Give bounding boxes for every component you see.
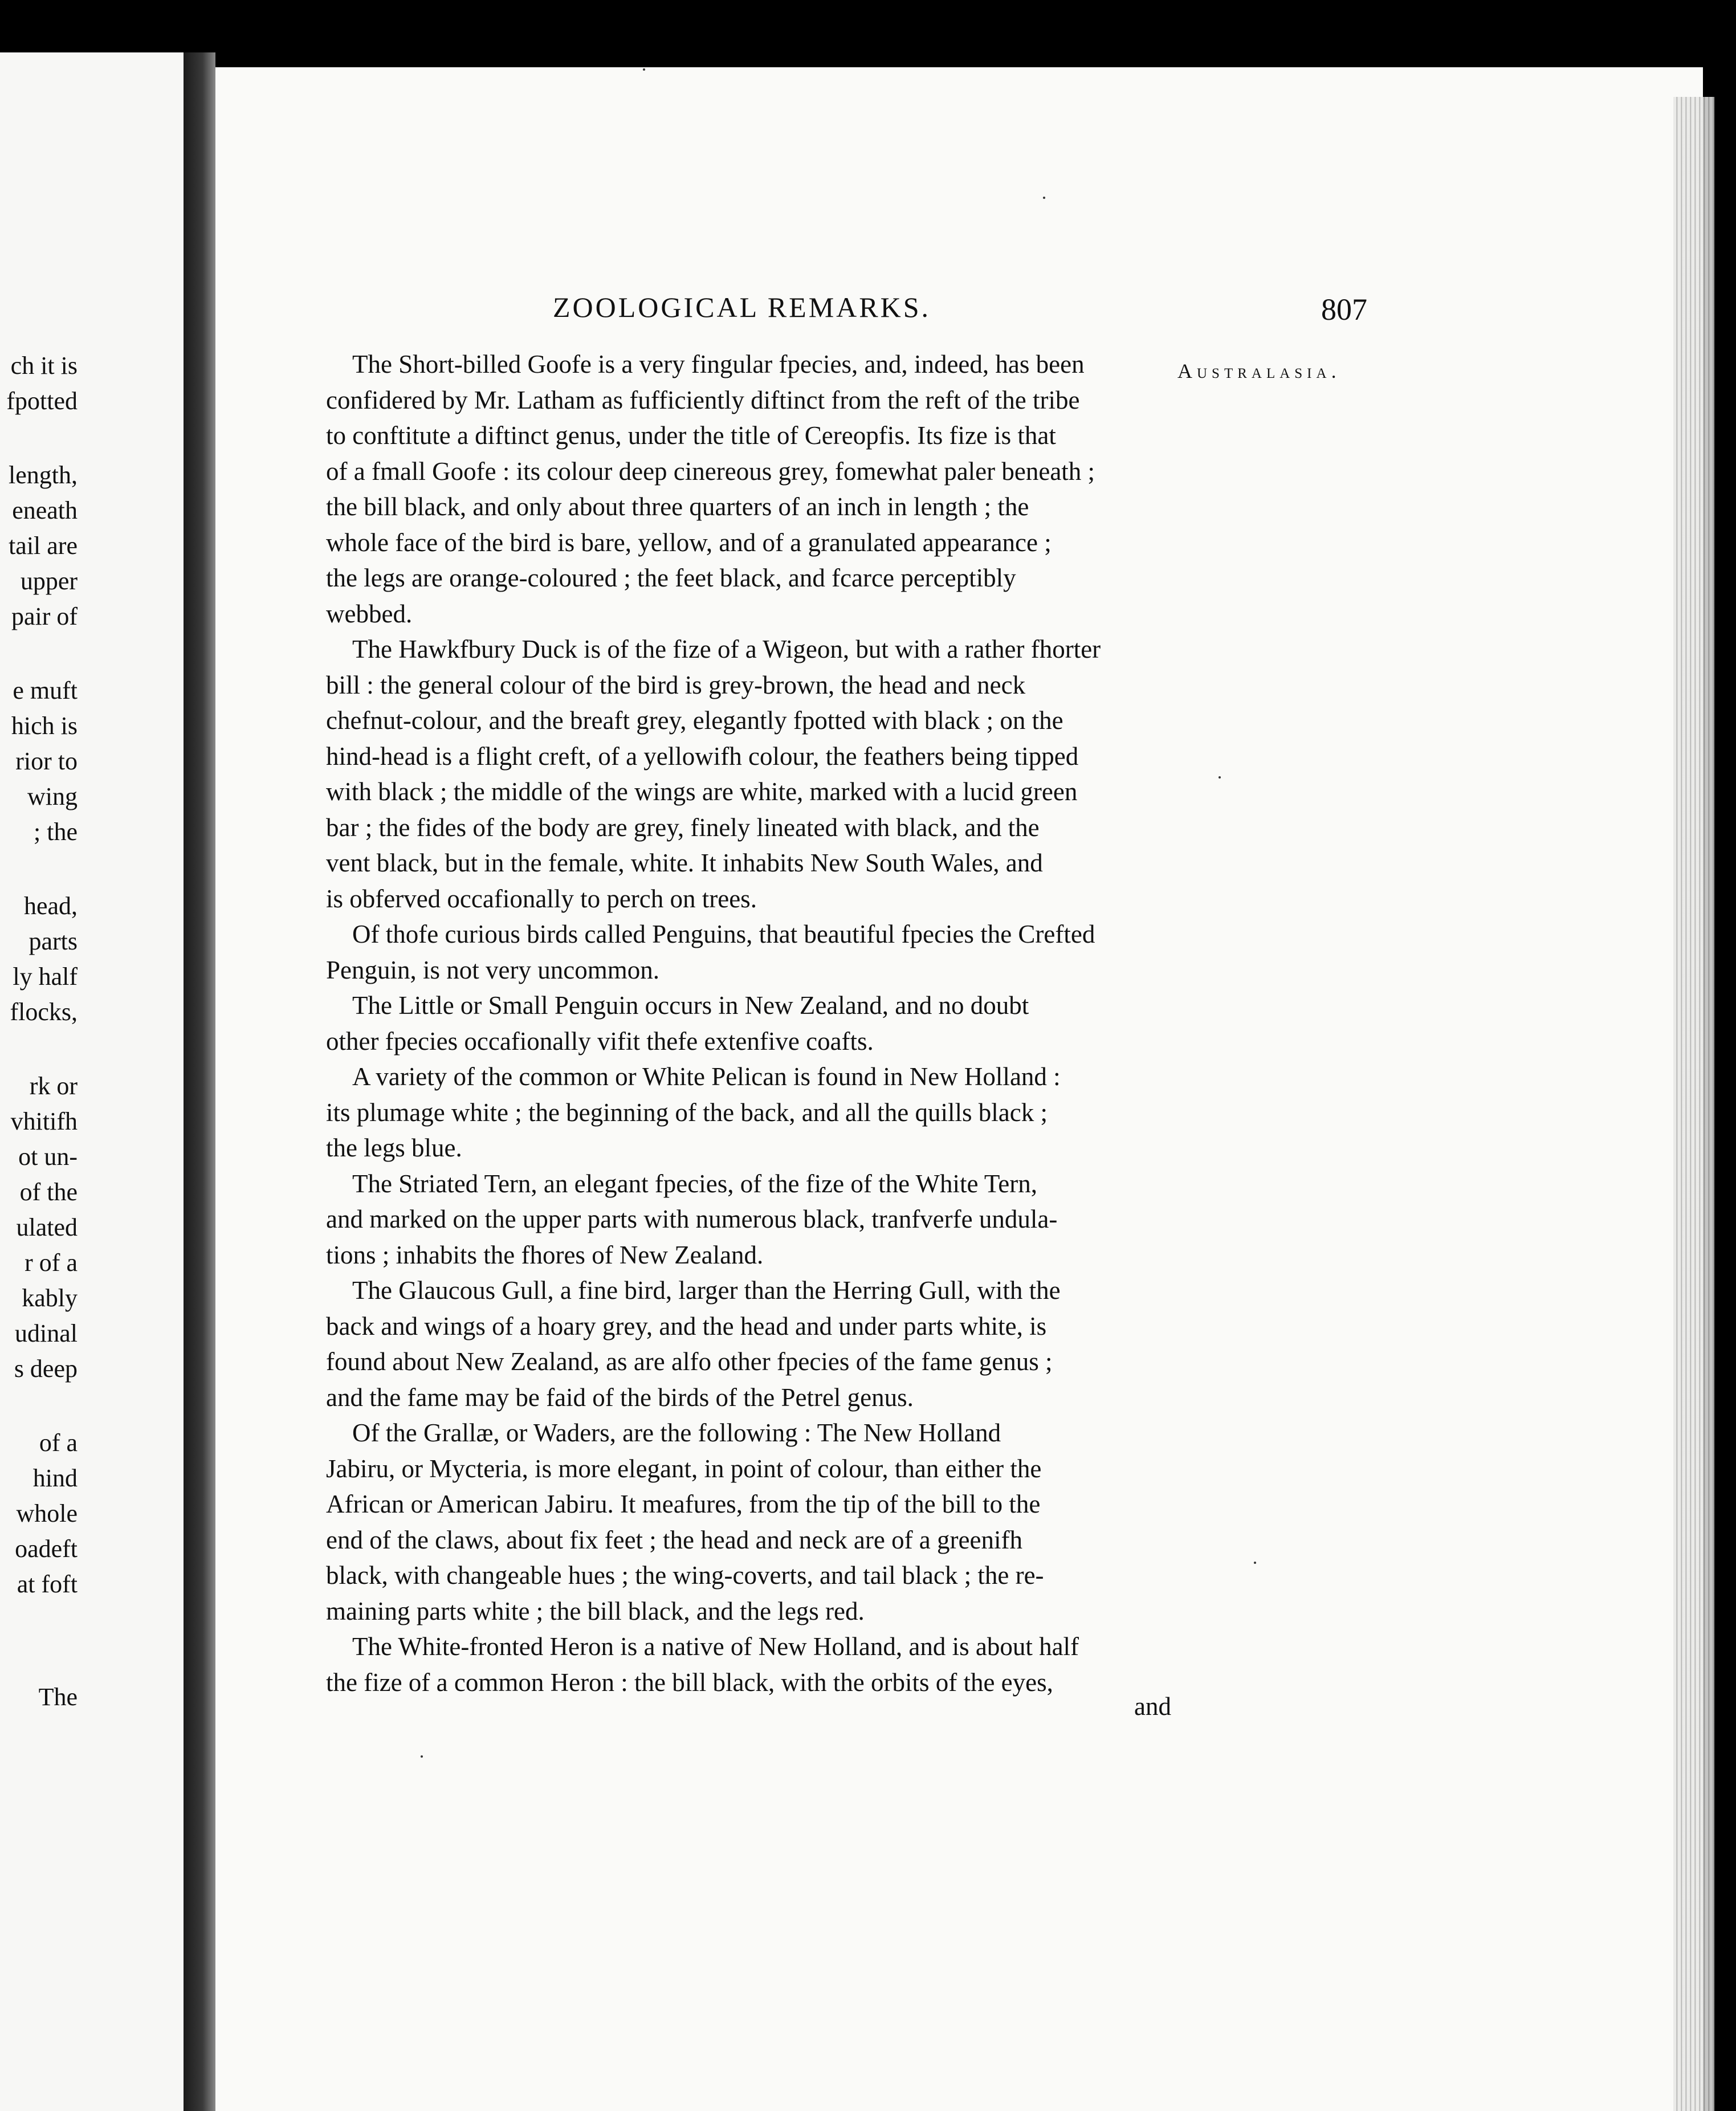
text-line: The Little or Small Penguin occurs in New Zealand, and no doubt — [352, 991, 1029, 1020]
text-line: found about New Zealand, as are alfo other fpecies of the fame genus ; — [326, 1347, 1053, 1376]
facing-page — [0, 52, 187, 2111]
paper-speck — [421, 1755, 423, 1758]
paragraph — [326, 1059, 1172, 1166]
facing-page-line: flocks, — [10, 998, 78, 1026]
running-head: ZOOLOGICAL REMARKS. — [553, 291, 931, 323]
facing-page-line: e muft — [13, 677, 78, 704]
facing-page-line: rior to — [15, 747, 78, 775]
facing-page-line: The — [38, 1683, 78, 1711]
text-line: with black ; the middle of the wings are white, marked with a lucid green — [326, 777, 1078, 806]
facing-page-line: length, — [9, 461, 78, 489]
text-line: vent black, but in the female, white. It inhabits New South Wales, and — [326, 849, 1043, 877]
text-line: The Glaucous Gull, a fine bird, larger than the Herring Gull, with the — [352, 1276, 1061, 1305]
text-line: Of thofe curious birds called Penguins, that beautiful fpecies the Crefted — [352, 920, 1095, 948]
text-line: The Hawkfbury Duck is of the fize of a Wigeon, but with a rather fhorter — [352, 635, 1101, 663]
text-line: confidered by Mr. Latham as fufficiently diftinct from the reft of the tribe — [326, 385, 1080, 414]
text-line: A variety of the common or White Pelican is found in New Holland : — [352, 1062, 1061, 1091]
facing-page-line: tail are — [9, 532, 78, 560]
text-line: the fize of a common Heron : the bill black, with the orbits of the eyes, — [326, 1668, 1053, 1697]
page-number: 807 — [1321, 292, 1367, 327]
facing-page-line: eneath — [12, 496, 78, 524]
catchword: and — [1134, 1692, 1171, 1721]
text-line: its plumage white ; the beginning of the back, and all the quills black ; — [326, 1098, 1048, 1127]
facing-page-text — [0, 52, 184, 2111]
text-line: tions ; inhabits the fhores of New Zealand. — [326, 1240, 764, 1269]
facing-page-line: ly half — [13, 963, 78, 991]
paragraph — [326, 347, 1172, 631]
facing-page-line: udinal — [15, 1319, 78, 1347]
text-line: the legs blue. — [326, 1134, 462, 1162]
facing-page-line: head, — [23, 892, 78, 920]
text-line: the bill black, and only about three quarters of an inch in length ; the — [326, 492, 1029, 521]
text-line: The White-fronted Heron is a native of New Holland, and is about half — [352, 1632, 1079, 1661]
text-line: chefnut-colour, and the breaft grey, elegantly fpotted with black ; on the — [326, 706, 1063, 735]
facing-page-line: parts — [28, 927, 78, 955]
facing-page-line: at foft — [17, 1570, 78, 1598]
text-line: Jabiru, or Mycteria, is more elegant, in point of colour, than either the — [326, 1454, 1042, 1483]
facing-page-line: of a — [39, 1429, 78, 1457]
text-line: Of the Grallæ, or Waders, are the following : The New Holland — [352, 1419, 1001, 1447]
paper-speck — [1043, 197, 1045, 199]
facing-page-line: upper — [20, 567, 78, 595]
text-line: of a fmall Goofe : its colour deep cinereous grey, fomewhat paler beneath ; — [326, 457, 1095, 486]
paragraph — [326, 631, 1172, 916]
facing-page-line: ulated — [16, 1213, 78, 1241]
paragraph — [326, 988, 1172, 1059]
facing-page-line: whole — [16, 1499, 78, 1527]
facing-page-line: ; the — [34, 818, 78, 846]
facing-page-line: hind — [32, 1464, 78, 1492]
text-line: bar ; the fides of the body are grey, finely lineated with black, and the — [326, 813, 1040, 842]
text-line: back and wings of a hoary grey, and the head and under parts white, is — [326, 1311, 1047, 1340]
facing-page-line: ot un- — [18, 1143, 78, 1171]
facing-page-line: vhitifh — [10, 1107, 78, 1135]
page-edges — [1673, 97, 1714, 2111]
paragraph — [326, 1415, 1172, 1629]
facing-page-line: rk or — [29, 1072, 78, 1100]
facing-page-line: hich is — [11, 712, 78, 740]
text-line: bill : the general colour of the bird is grey-brown, the head and neck — [326, 670, 1026, 699]
paragraph — [326, 1629, 1172, 1700]
text-line: and marked on the upper parts with numerous black, tranfverfe undula- — [326, 1205, 1058, 1233]
margin-note: Australasia. — [1177, 360, 1341, 382]
text-line: end of the claws, about fix feet ; the head and neck are of a greenifh — [326, 1525, 1022, 1554]
paper-speck — [1219, 776, 1221, 779]
facing-page-line: ch it is — [10, 352, 78, 380]
text-line: other fpecies occafionally vifit thefe extenfive coafts. — [326, 1026, 874, 1056]
paragraph — [326, 916, 1172, 988]
facing-page-line: fpotted — [6, 387, 78, 415]
text-line: whole face of the bird is bare, yellow, and of a granulated appearance ; — [326, 528, 1052, 557]
text-line: Penguin, is not very uncommon. — [326, 955, 659, 984]
text-line: and the fame may be faid of the birds of the Petrel genus. — [326, 1383, 914, 1412]
facing-page-line: of the — [19, 1178, 78, 1206]
paragraph — [326, 1273, 1172, 1415]
text-line: the legs are orange-coloured ; the feet black, and fcarce perceptibly — [326, 564, 1016, 592]
paper-speck — [643, 68, 645, 71]
paragraph — [326, 1166, 1172, 1273]
facing-page-line: oadeft — [15, 1535, 78, 1563]
paper-speck — [1254, 1562, 1256, 1564]
facing-page-line: r of a — [25, 1249, 78, 1277]
facing-page-line: s deep — [14, 1355, 78, 1383]
text-line: hind-head is a flight creft, of a yellowifh colour, the feathers being tipped — [326, 741, 1079, 771]
body-text — [326, 347, 1172, 1700]
text-line: webbed. — [326, 599, 413, 628]
text-line: to conftitute a diftinct genus, under the title of Cereopfis. Its fize is that — [326, 421, 1056, 450]
text-line: is obferved occafionally to perch on trees. — [326, 884, 757, 913]
book-gutter — [184, 52, 215, 2111]
text-line: maining parts white ; the bill black, and the legs red. — [326, 1596, 865, 1625]
facing-page-line: pair of — [11, 602, 78, 630]
text-line: black, with changeable hues ; the wing-coverts, and tail black ; the re- — [326, 1561, 1044, 1590]
facing-page-line: kably — [22, 1284, 78, 1312]
facing-page-line: wing — [27, 783, 78, 810]
text-line: The Striated Tern, an elegant fpecies, of the fize of the White Tern, — [352, 1169, 1037, 1198]
text-line: African or American Jabiru. It meafures, from the tip of the bill to the — [326, 1490, 1041, 1518]
text-line: The Short-billed Goofe is a very fingular fpecies, and, indeed, has been — [352, 350, 1085, 378]
